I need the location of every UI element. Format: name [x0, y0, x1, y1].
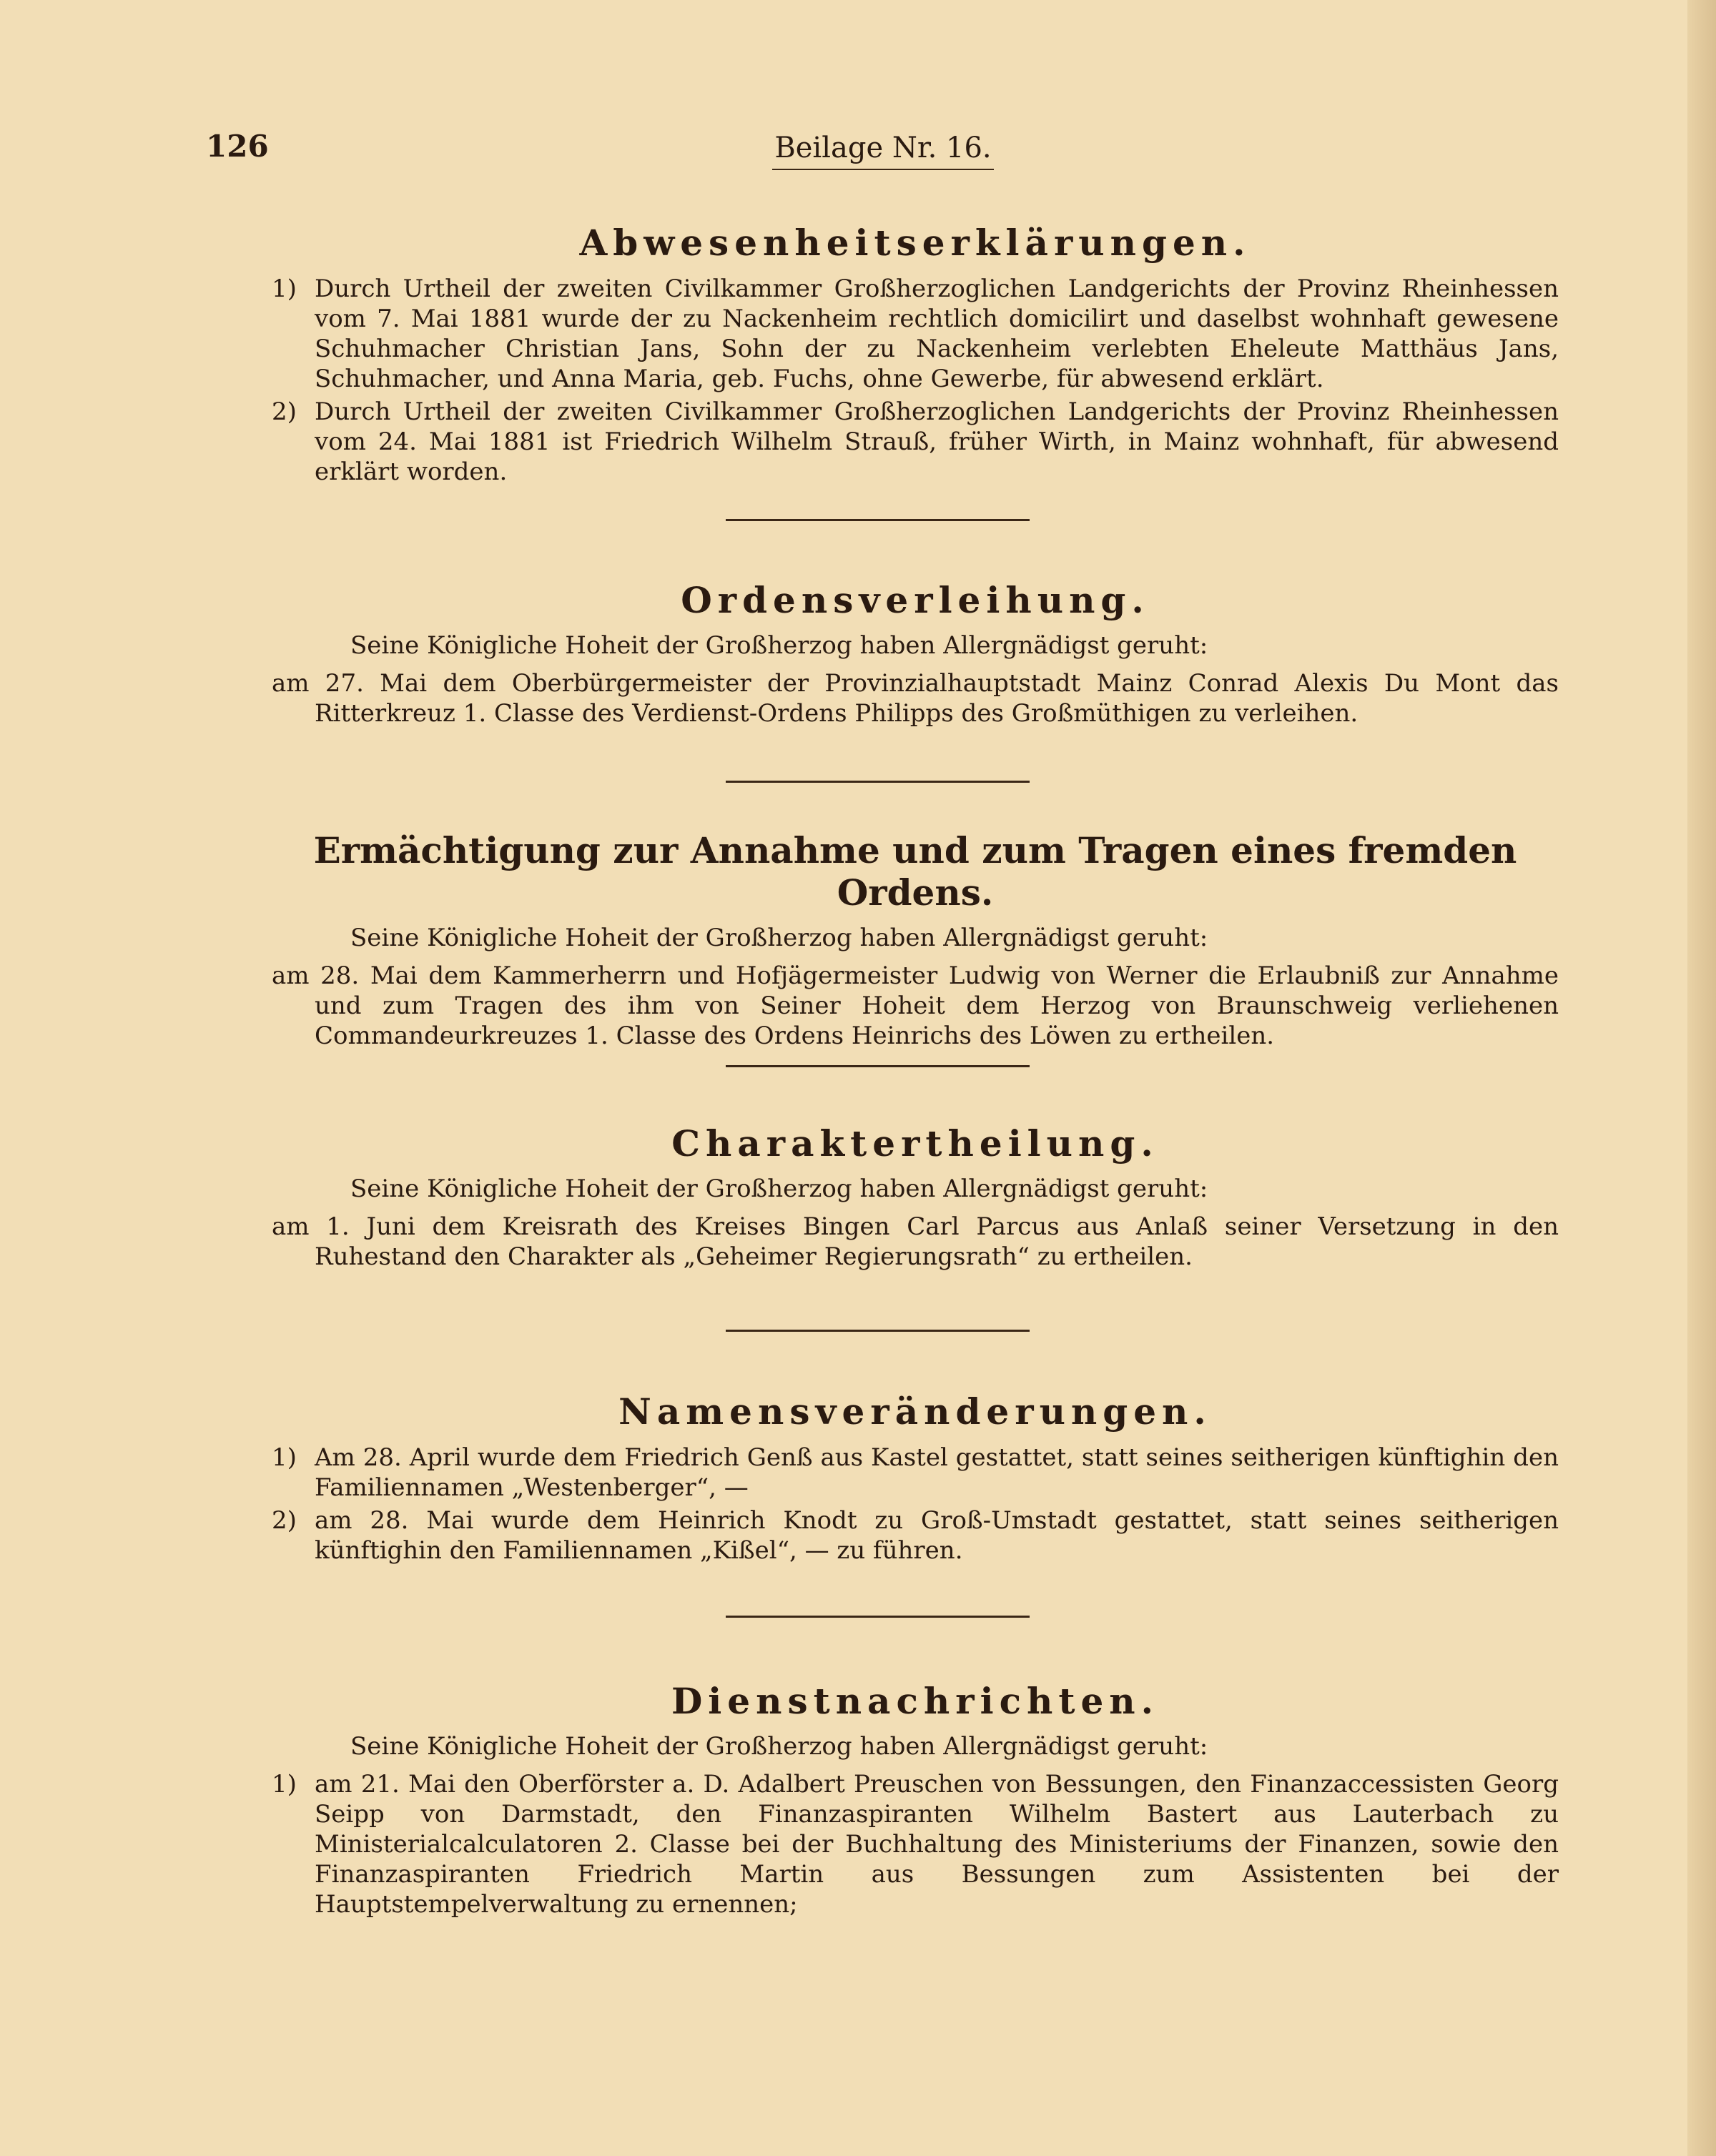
divider	[726, 781, 1030, 783]
item-number: 1)	[272, 1443, 297, 1472]
list-item	[272, 1769, 1559, 1919]
item-text: am 28. Mai wurde dem Heinrich Knodt zu Groß-Umstadt gestattet, statt seines seitherigen künftighin den Familiennamen „Kißel“, — zu führen.	[315, 1506, 1559, 1565]
section-title: Abwesenheitserklärungen.	[579, 222, 1251, 264]
section-dienstnachrichten	[272, 1680, 1559, 1922]
page-number: 126	[206, 129, 269, 164]
intro-text: Seine Königliche Hoheit der Großherzog haben Allergnädigst geruht:	[350, 924, 1208, 952]
body-text: am 28. Mai dem Kammerherrn und Hofjägermeister Ludwig von Werner die Erlaubniß zur Annahme und zum Tragen des ihm von Seiner Hoheit dem Herzog von Braunschweig verliehenen Commandeurkreuzes 1. Classe des Ordens Heinrichs des Löwen zu ertheilen.	[272, 961, 1559, 1050]
divider	[726, 1065, 1030, 1067]
section-title: Ermächtigung zur Annahme und zum Tragen eines fremden Ordens.	[313, 829, 1517, 914]
section-abwesenheitserklaerungen	[272, 222, 1559, 490]
divider	[726, 1616, 1030, 1618]
section-title: Ordensverleihung.	[681, 579, 1150, 621]
page-edge	[1687, 0, 1716, 2156]
item-text: am 21. Mai den Oberförster a. D. Adalbert Preuschen von Bessungen, den Finanzaccessisten Georg Seipp von Darmstadt, den Finanzaspiranten Wilhelm Bastert aus Lauterbach zu Ministerialcalculatoren 2. Classe bei der Buchhaltung des Ministeriums der Finanzen, sowie den Finanzaspiranten Friedrich Martin aus Bessungen zum Assistenten bei der Hauptstempelverwaltung zu ernennen;	[315, 1770, 1559, 1919]
section-title: Charaktertheilung.	[671, 1122, 1159, 1164]
section-ermaechtigung	[272, 829, 1559, 1051]
body-text: am 1. Juni dem Kreisrath des Kreises Bingen Carl Parcus aus Anlaß seiner Versetzung in den Ruhestand den Charakter als „Geheimer Regierungsrath“ zu ertheilen.	[272, 1212, 1559, 1271]
intro-text: Seine Königliche Hoheit der Großherzog haben Allergnädigst geruht:	[350, 1175, 1208, 1203]
item-number: 1)	[272, 275, 297, 303]
intro-text: Seine Königliche Hoheit der Großherzog haben Allergnädigst geruht:	[350, 631, 1208, 660]
item-text: Durch Urtheil der zweiten Civilkammer Großherzoglichen Landgerichts der Provinz Rheinhessen vom 24. Mai 1881 ist Friedrich Wilhelm Strauß, früher Wirth, in Mainz wohnhaft, für abwesend erklärt worden.	[315, 397, 1559, 486]
section-title: Dienstnachrichten.	[671, 1680, 1160, 1722]
section-namensveraenderungen	[272, 1390, 1559, 1568]
section-charaktertheilung	[272, 1122, 1559, 1272]
list-item	[272, 274, 1559, 394]
item-number: 1)	[272, 1770, 297, 1799]
divider	[726, 1330, 1030, 1332]
list-item	[272, 1505, 1559, 1566]
intro-text: Seine Königliche Hoheit der Großherzog haben Allergnädigst geruht:	[350, 1732, 1208, 1761]
section-ordensverleihung	[272, 579, 1559, 728]
item-number: 2)	[272, 397, 297, 426]
item-text: Durch Urtheil der zweiten Civilkammer Großherzoglichen Landgerichts der Provinz Rheinhessen vom 7. Mai 1881 wurde der zu Nackenheim rechtlich domicilirt und daselbst wohnhaft gewesene Schuhmacher Christian Jans, Sohn der zu Nackenheim verlebten Eheleute Matthäus Jans, Schuhmacher, und Anna Maria, geb. Fuchs, ohne Gewerbe, für abwesend erklärt.	[315, 275, 1559, 393]
running-title: Beilage Nr. 16.	[772, 132, 994, 170]
list-item	[272, 1443, 1559, 1503]
divider	[726, 519, 1030, 521]
list-item	[272, 397, 1559, 487]
item-number: 2)	[272, 1506, 297, 1535]
section-title: Namensveränderungen.	[618, 1390, 1212, 1433]
body-text: am 27. Mai dem Oberbürgermeister der Provinzialhauptstadt Mainz Conrad Alexis Du Mont das Ritterkreuz 1. Classe des Verdienst-Ordens Philipps des Großmüthigen zu verleihen.	[272, 669, 1559, 728]
item-text: Am 28. April wurde dem Friedrich Genß aus Kastel gestattet, statt seines seitherigen künftighin den Familiennamen „Westenberger“, —	[315, 1443, 1559, 1502]
